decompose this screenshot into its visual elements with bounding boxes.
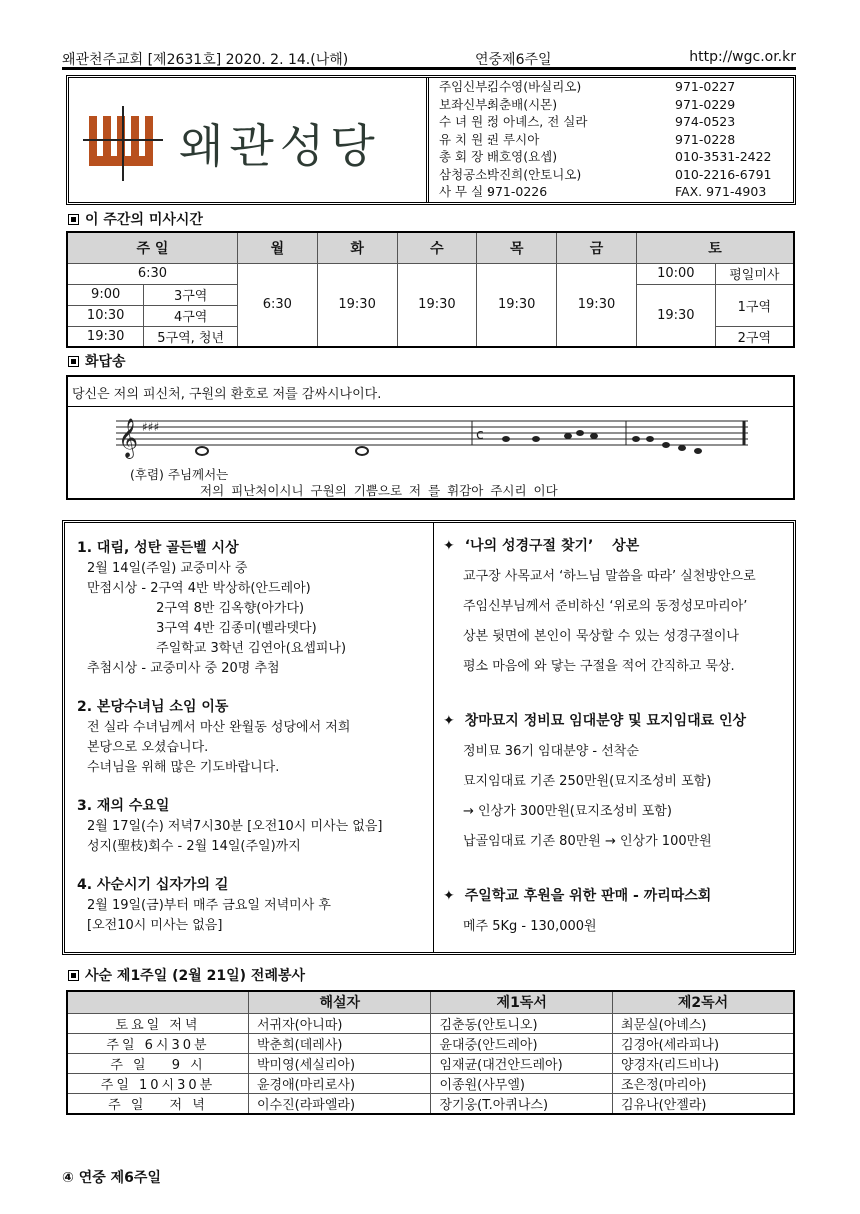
notice-line: 주일학교 3학년 김연아(요셉피나) [87,641,347,656]
staff-name: 최춘배(시몬) [487,96,558,112]
star-bullet-icon: ✦ [443,888,455,904]
notice-line: 전 실라 수녀님께서 마산 완월동 성당에서 저희 [87,720,351,735]
staff-name: 박진희(안토니오) [487,166,582,182]
parish-info-box [66,75,796,205]
section-title: 화답송 [85,354,126,370]
notice-title: 3. 재의 수요일 [77,798,170,814]
notice-title: 4. 사순시기 십자가의 길 [77,877,229,893]
notices-left [77,537,427,934]
staff-name: 정 아녜스, 전 실라 [487,114,588,129]
section-title: 사순 제1주일 (2월 21일) 전례봉사 [85,968,306,984]
staff-row [435,148,793,166]
notice-line: 2월 14일(주일) 교중미사 중 [87,561,248,576]
staff-role: 보좌신부: [439,96,492,112]
psalm-lyric-refrain: (후렴) 주님께서는 [130,467,229,482]
notice-line: 2월 17일(수) 저녁7시30분 [오전10시 미사는 없음] [87,819,383,834]
server-name: 윤경애(마리로사) [248,1073,430,1093]
mass-note: 4구역 [144,305,238,326]
day-header: 토 [636,232,794,263]
staff-phone: 971-0229 [675,96,736,112]
notice-title [443,710,793,740]
table-row [67,1013,794,1033]
svg-text:c: c [476,427,484,443]
staff-name: 배호영(요셉) [487,149,558,164]
server-name: 조은정(마리아) [612,1073,794,1093]
server-name: 이수진(라파엘라) [248,1093,430,1114]
staff-row [435,78,793,96]
notice-title-text: 주일학교 후원을 위한 판매 - 까리따스회 [464,888,712,904]
psalm-box [66,375,795,500]
column-header: 제2독서 [612,991,794,1013]
notice-line: 납골임대료 기존 80만원 → 인상가 100만원 [463,834,712,849]
liturgy-service-table [66,990,795,1115]
table-row [67,1073,794,1093]
mass-slot: 주일 6시30분 [67,1033,248,1053]
server-name: 김춘동(안토니오) [431,1013,613,1033]
column-header: 제1독서 [431,991,613,1013]
staff-name: 971-0226 [487,184,548,199]
notice-line: 3구역 4반 김종미(벨라뎃다) [87,621,317,636]
mass-note: 5구역, 청년 [144,326,238,347]
mass-slot: 주 일 9 시 [67,1053,248,1073]
notice-title-text: 창마묘지 정비묘 임대분양 및 묘지임대료 인상 [464,713,747,729]
server-name: 이종원(사무엘) [431,1073,613,1093]
staff-phone: FAX. 971-4903 [675,184,767,199]
notice-line: 평소 마음에 와 닿는 구절을 적어 간직하고 묵상. [463,659,735,674]
staff-role: 삼청공소: [439,166,492,182]
staff-row [435,183,793,201]
staff-phone: 974-0523 [675,114,736,129]
notice-line: 수녀님을 위해 많은 기도바랍니다. [87,760,280,775]
column-header [67,991,248,1013]
mass-time: 9:00 [67,284,144,305]
notice-line: 본당으로 오셨습니다. [87,740,209,755]
notice-title [443,535,793,565]
notice-line: 만점시상 - 2구역 4반 박상하(안드레아) [87,581,311,596]
table-row [67,1093,794,1114]
server-name: 장기웅(T.아퀴나스) [431,1093,613,1114]
notice-line: [오전10시 미사는 없음] [87,918,223,933]
staff-row [435,96,793,114]
mass-note: 평일미사 [715,263,794,284]
day-header: 화 [317,232,397,263]
svg-text:♯♯♯: ♯♯♯ [142,420,160,434]
spacer [443,685,793,710]
notice-line: 주임신부님께서 준비하신 ‘위로의 동정성모마리아’ [463,599,748,614]
staff-role: 수 녀 원 : [439,114,492,129]
notice-line: 메주 5Kg - 130,000원 [463,919,597,934]
staff-role: 주임신부: [439,79,492,94]
notice-line: 정비묘 36기 임대분양 - 선착순 [463,744,639,759]
notice-title [443,885,793,915]
staff-name: 김수영(바실리오) [487,79,582,94]
staff-phone: 010-3531-2422 [675,149,772,164]
section-liturgy-service [68,965,305,985]
table-header-row [67,991,794,1013]
mass-time: 19:30 [636,284,715,347]
mass-time: 19:30 [477,263,557,347]
section-title: 이 주간의 미사시간 [85,212,203,228]
mass-time: 19:30 [397,263,477,347]
staff-role: 사 무 실 : [439,184,492,199]
server-name: 서귀자(아니따) [248,1013,430,1033]
notices-right [443,535,793,945]
spacer [77,855,427,874]
server-name: 임재균(대건안드레아) [431,1053,613,1073]
liturgical-week: 연중제6주일 [475,52,552,68]
notice-line: → 인상가 300만원(묘지조성비 포함) [463,804,672,819]
day-header: 금 [557,232,637,263]
staff-phone: 971-0227 [675,79,736,94]
page-footer: ④ 연중 제6주일 [62,1170,161,1186]
mass-time: 19:30 [557,263,637,347]
mass-note: 3구역 [144,284,238,305]
staff-role: 유 치 원 : [439,131,492,147]
top-header [62,46,796,70]
notice-line: 묘지임대료 기존 250만원(묘지조성비 포함) [463,774,712,789]
logo-text: 왜관성당 [179,119,381,173]
staff-name: 권 루시아 [487,131,540,147]
mass-time: 6:30 [237,263,317,347]
mass-note: 1구역 [715,284,794,326]
mass-time: 6:30 [67,263,237,284]
psalm-lyric: 저의 피난처이시니 구원의 기쁨으로 저 를 휘감아 주시리 이다 [200,483,558,498]
mass-slot: 토요일 저녁 [67,1013,248,1033]
server-name: 최문실(아녜스) [612,1013,794,1033]
notice-title: 1. 대림, 성탄 골든벨 시상 [77,540,239,556]
parish-issue: 왜관천주교회 [제2631호] 2020. 2. 14.(나해) [62,52,349,68]
spacer [77,776,427,795]
staff-phone: 010-2216-6791 [675,166,772,182]
mass-times-table [66,231,795,348]
notice-line: 상본 뒷면에 본인이 묵상할 수 있는 성경구절이나 [463,629,739,644]
svg-text:𝄞: 𝄞 [118,418,139,458]
staff-list [435,78,793,201]
star-bullet-icon: ✦ [443,713,455,729]
star-bullet-icon: ✦ [443,538,455,554]
mass-slot: 주일 10시30분 [67,1073,248,1093]
mass-time: 19:30 [67,326,144,347]
notice-title-text: ‘나의 성경구절 찾기’ 상본 [464,538,640,554]
staff-role: 총 회 장 : [439,149,492,164]
staff-phone: 971-0228 [675,131,736,147]
spacer [443,860,793,885]
column-divider [433,523,434,952]
section-psalm [68,351,126,371]
notice-line: 2구역 8반 김옥향(아가다) [87,601,305,616]
staff-row [435,166,793,184]
music-staff-icon [116,417,756,462]
server-name: 박춘희(데레사) [248,1033,430,1053]
logo [69,78,429,202]
notice-line: 성지(聖枝)회수 - 2월 14일(주일)까지 [87,839,301,854]
spacer [77,677,427,696]
mass-time: 19:30 [317,263,397,347]
section-mass-times [68,209,203,229]
table-row [67,1053,794,1073]
server-name: 박미영(세실리아) [248,1053,430,1073]
psalm-text: 당신은 저의 피신처, 구원의 환호로 저를 감싸시나이다. [68,377,793,407]
day-header: 월 [237,232,317,263]
staff-row [435,131,793,149]
day-header: 주 일 [67,232,237,263]
notice-line: 추첨시상 - 교중미사 중 20명 추첨 [87,661,280,676]
notice-line: 교구장 사목교서 ‘하느님 말씀을 따라’ 실천방안으로 [463,569,756,584]
day-header: 목 [477,232,557,263]
church-logo-icon [83,106,163,181]
table-row [67,1033,794,1053]
column-header: 해설자 [248,991,430,1013]
server-name: 김경아(세라피나) [612,1033,794,1053]
staff-row [435,113,793,131]
notice-line: 2월 19일(금)부터 매주 금요일 저녁미사 후 [87,898,331,913]
mass-time: 10:00 [636,263,715,284]
mass-time: 10:30 [67,305,144,326]
website-link[interactable]: http://wgc.or.kr [689,49,796,65]
mass-note: 2구역 [715,326,794,347]
notice-title: 2. 본당수녀님 소임 이동 [77,699,229,715]
server-name: 양경자(리드비나) [612,1053,794,1073]
notices-box [62,520,796,955]
server-name: 김유나(안젤라) [612,1093,794,1114]
server-name: 윤대중(안드레아) [431,1033,613,1053]
mass-slot: 주 일 저 녁 [67,1093,248,1114]
day-header: 수 [397,232,477,263]
